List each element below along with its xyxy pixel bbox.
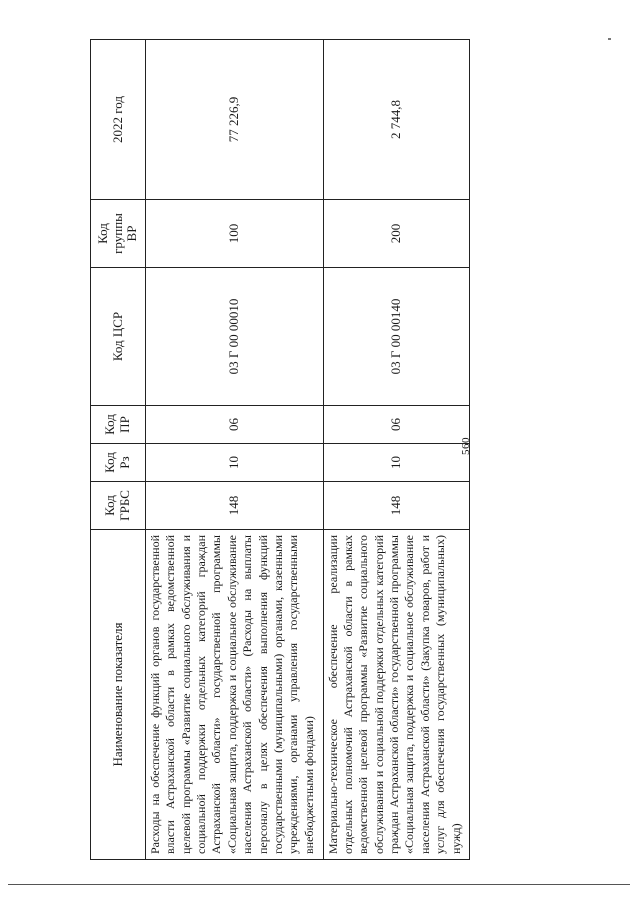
table-row	[146, 40, 324, 860]
scan-speck	[608, 38, 611, 40]
row-pr: 06	[146, 406, 324, 444]
rotated-table-container	[90, 40, 470, 860]
row-amount: 77 226,9	[146, 40, 324, 200]
row-csr: 03 Г 00 00010	[146, 268, 324, 406]
header-csr: Код ЦСР	[91, 268, 146, 406]
header-vr: Код группы ВР	[91, 200, 146, 268]
table-header-row	[91, 40, 146, 860]
row-vr: 100	[146, 200, 324, 268]
row-name: Материально-техническое обеспечение реализации отдельных полномочий Астраханской области в рамках ведомственной целевой программы «Развитие социального обслуживания и социальной поддержки отдельных категорий граждан Астраханской области» государственной программы «Социальная защита, поддержка и социальное обслуживание населения Астраханской области» (Закупка товаров, работ и услуг для обеспечения государственных (муниципальных) нужд)	[323, 530, 469, 860]
row-name: Расходы на обеспечение функций органов государственной власти Астраханской области в рамках ведомственной целевой программы «Развитие социального обслуживания и социальной поддержки отдельных категорий граждан Астраханской области» государственной программы «Социальная защита, поддержка и социальное обслуживание населения Астраханской области» (Расходы на выплаты персоналу в целях обеспечения выполнения функций государственными (муниципальными) органами, казенными учреждениями, органами управления государственными внебюджетными фондами)	[146, 530, 324, 860]
header-grbs: Код ГРБС	[91, 482, 146, 530]
page-number: 560	[460, 437, 472, 455]
header-year: 2022 год	[91, 40, 146, 200]
table-row	[323, 40, 469, 860]
row-csr: 03 Г 00 00140	[323, 268, 469, 406]
row-grbs: 148	[323, 482, 469, 530]
row-rz: 10	[146, 444, 324, 482]
header-name: Наименование показателя	[91, 530, 146, 860]
rotated-table-frame	[90, 40, 470, 860]
page-bottom-rule	[8, 884, 630, 885]
header-rz: Код Рз	[91, 444, 146, 482]
row-grbs: 148	[146, 482, 324, 530]
row-pr: 06	[323, 406, 469, 444]
row-vr: 200	[323, 200, 469, 268]
budget-table	[90, 39, 470, 860]
row-amount: 2 744,8	[323, 40, 469, 200]
row-rz: 10	[323, 444, 469, 482]
header-pr: Код ПР	[91, 406, 146, 444]
